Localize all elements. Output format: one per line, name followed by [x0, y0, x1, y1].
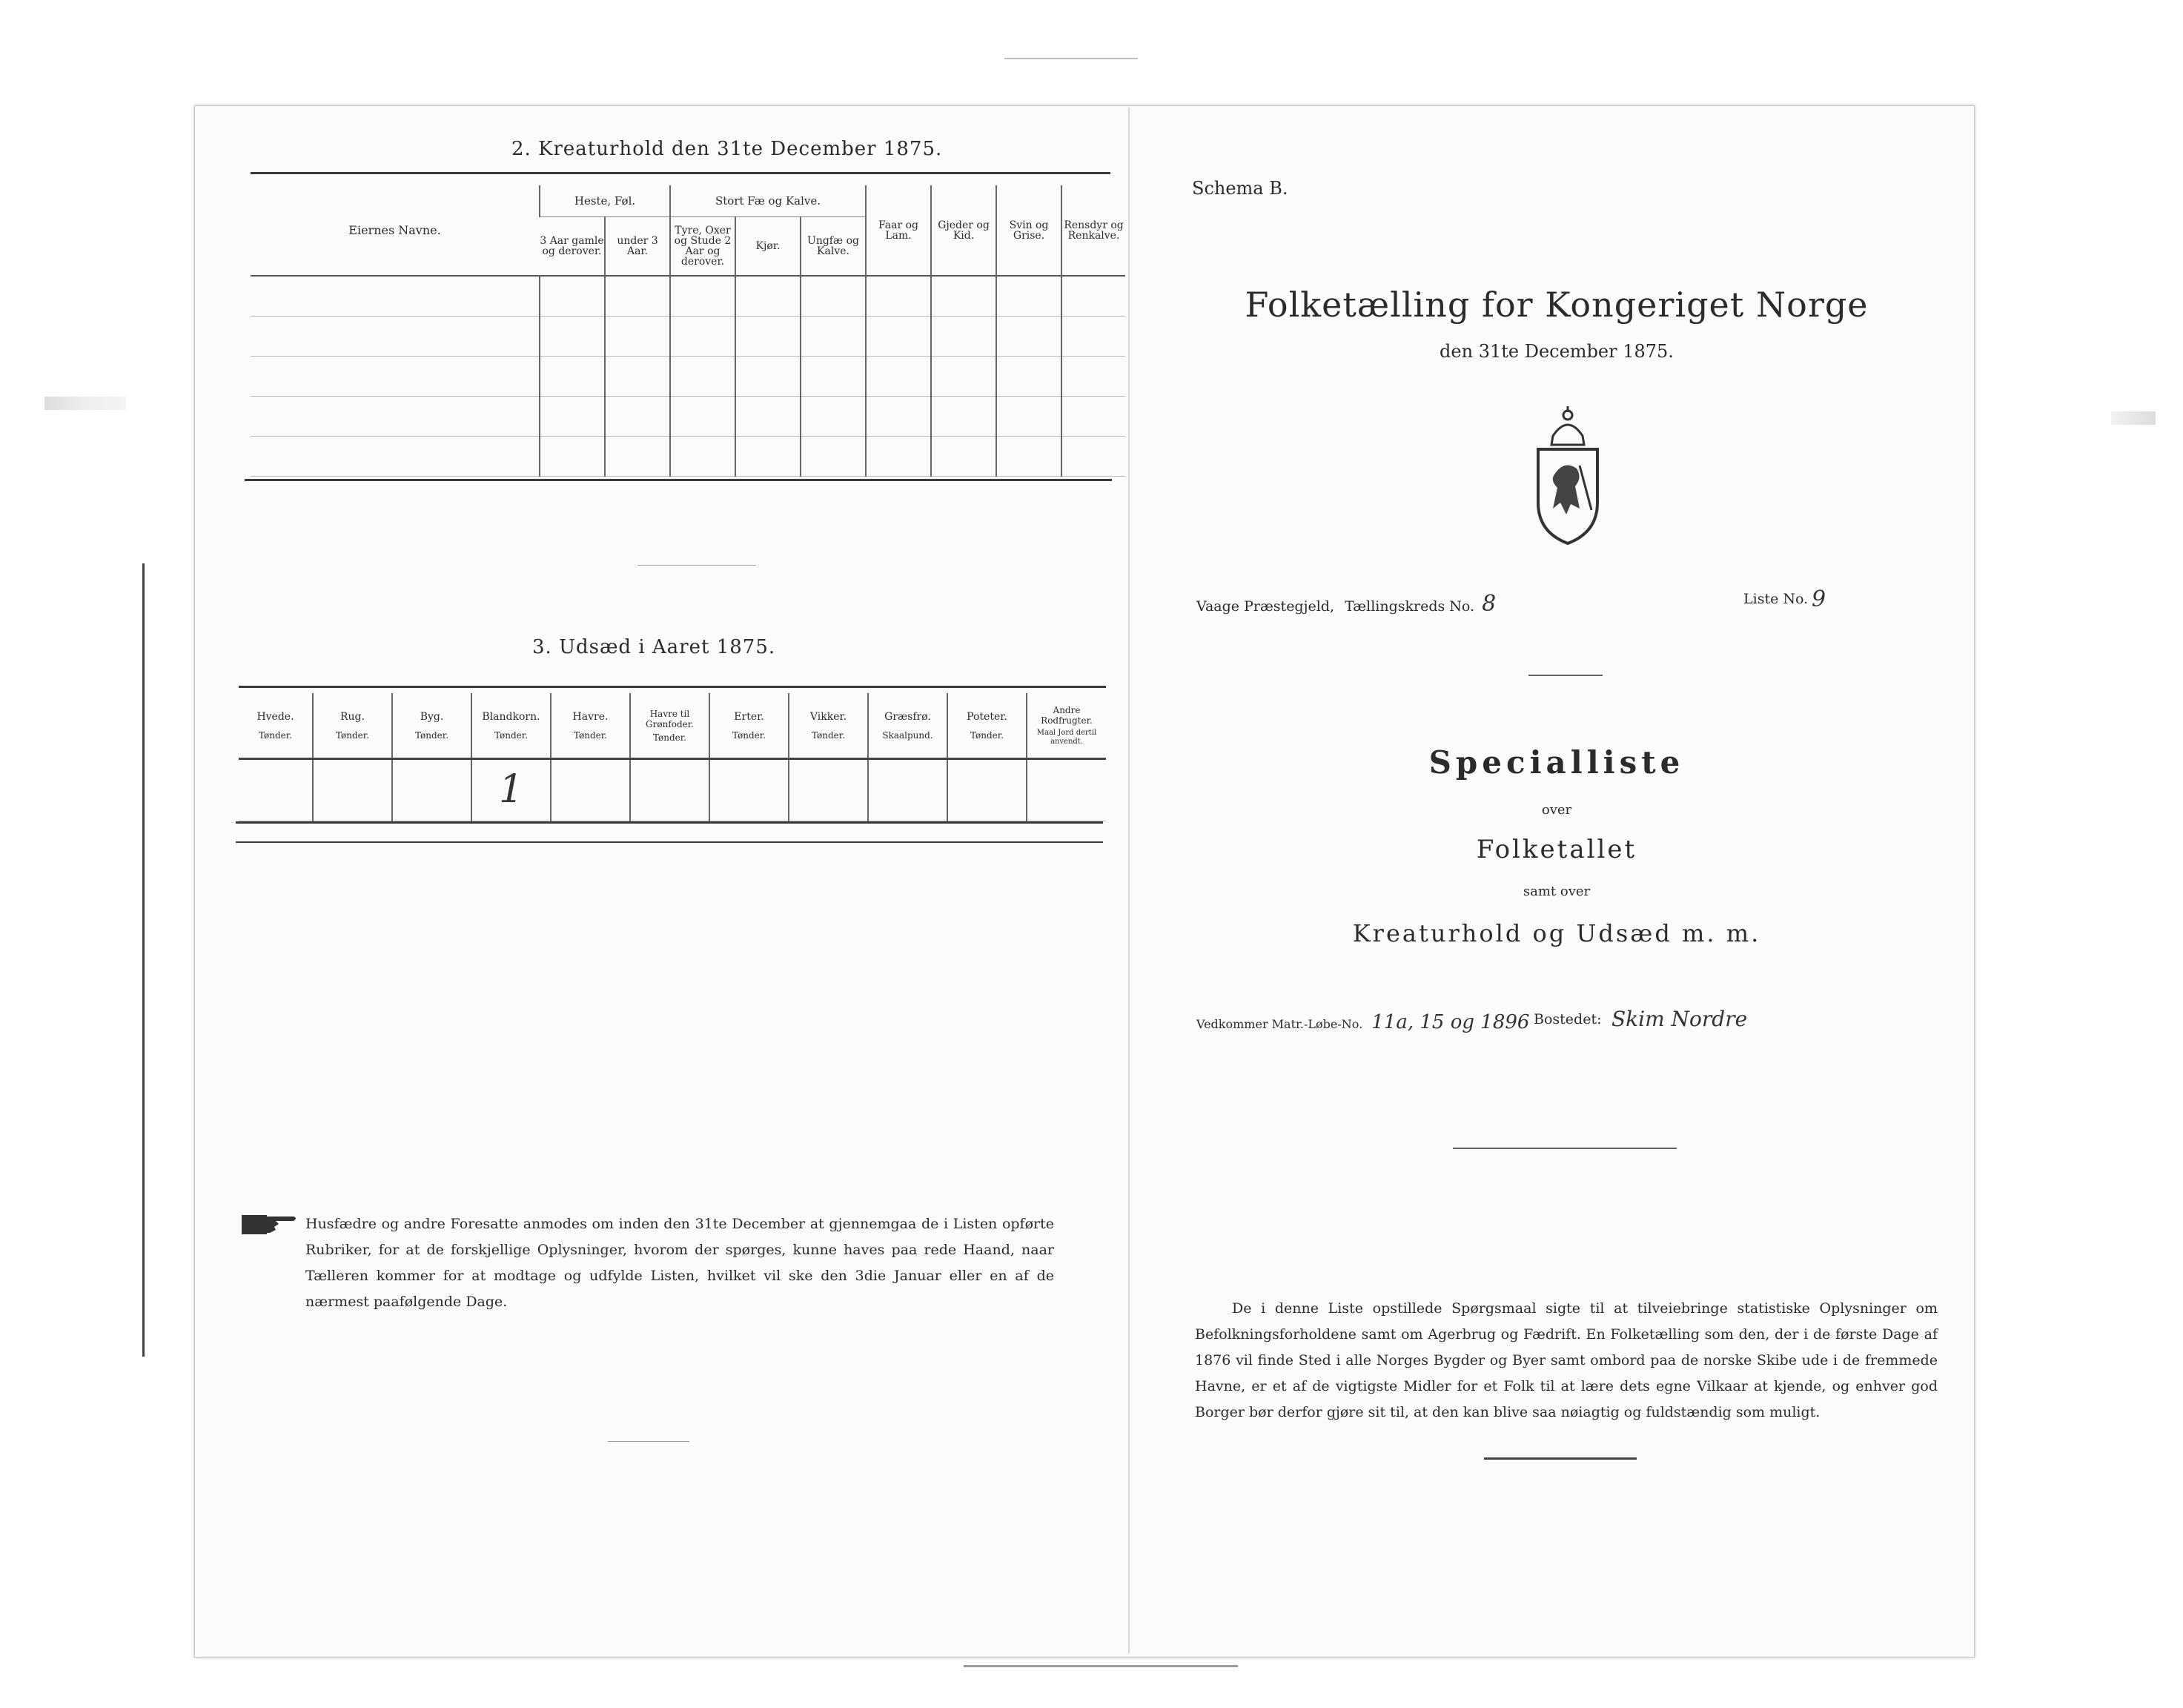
horses-3yr-header: 3 Aar gamle og derover. [540, 216, 605, 276]
rye-header [313, 693, 392, 758]
kreaturhold-heading: Kreaturhold og Udsæd m. m. [1352, 919, 1761, 947]
coat-of-arms-icon [1531, 406, 1605, 547]
young-cattle-header: Ungfæ og Kalve. [801, 216, 866, 276]
property-row [1196, 1007, 1901, 1063]
col-name: Vikker. [809, 710, 847, 723]
col-unit: Tønder. [732, 729, 766, 741]
col-unit: Maal Jord dertil anvendt. [1036, 728, 1097, 746]
reindeer-header: Rensdyr og Renkalve. [1061, 185, 1125, 276]
scan-edge-mark-left [44, 397, 126, 410]
census-date: den 31te December 1875. [1440, 341, 1674, 362]
goats-header: Gjeder og Kid. [931, 185, 996, 276]
schema-label: Schema B. [1192, 178, 1288, 199]
samt-over-text: samt over [1523, 884, 1591, 899]
section3-top-rule [239, 686, 1106, 688]
table-row [251, 276, 1125, 316]
cows-header: Kjør. [735, 216, 801, 276]
col-unit: Tønder. [335, 729, 370, 741]
section2-title: 2. Kreaturhold den 31te December 1875. [511, 138, 943, 160]
col-unit: Skaalpund. [882, 729, 933, 741]
section3-mid-rule [239, 758, 1106, 760]
col-name: Hvede. [256, 710, 294, 723]
col-unit: Tønder. [494, 729, 529, 741]
table-row [251, 436, 1125, 476]
table-row [251, 316, 1125, 356]
horses-group-header: Heste, Føl. [540, 185, 670, 216]
top-scribble [1004, 58, 1138, 59]
oats-header [551, 693, 630, 758]
page-fold [1128, 107, 1130, 1653]
liste-value: 9 [1812, 586, 1826, 612]
main-title: Folketælling for Kongeriget Norge [1245, 285, 1869, 325]
potatoes-header [947, 693, 1027, 758]
prestegjeld-label: Vaage Præstegjeld, [1196, 598, 1335, 615]
divider-1 [1528, 675, 1603, 676]
section3-bottom-rule [236, 821, 1103, 824]
kreds-value: 8 [1482, 591, 1497, 617]
sheep-header: Faar og Lam. [866, 185, 931, 276]
divider-3 [1484, 1457, 1637, 1460]
col-name: Andre Rodfrugter. [1041, 704, 1093, 726]
over-text-1: over [1541, 802, 1572, 818]
footer-rule-left [608, 1441, 689, 1442]
root-crops-header [1027, 693, 1106, 758]
specialliste-heading: Specialliste [1428, 744, 1685, 781]
divider-small [637, 565, 756, 566]
horses-under3-header: under 3 Aar. [605, 216, 670, 276]
col-name: Havre. [572, 710, 609, 723]
mixed-grain-entry: 1 [498, 767, 524, 812]
table-row [239, 758, 1106, 821]
col-name: Havre til Grønfoder. [646, 708, 694, 729]
green-oats-header [630, 693, 709, 758]
table-row [251, 356, 1125, 396]
col-unit: Tønder. [970, 729, 1004, 741]
sowing-table [239, 693, 1106, 821]
matr-value: 11a, 15 og 1896 [1371, 1011, 1530, 1033]
pigs-header: Svin og Grise. [996, 185, 1061, 276]
mixed-grain-header [471, 693, 551, 758]
liste-label: Liste No. [1743, 591, 1809, 607]
district-row [1196, 586, 1864, 620]
grass-seed-header [868, 693, 947, 758]
info-paragraph: De i denne Liste opstillede Spørgsmaal sigte til at tilveiebringe statistiske Oplysninger om Befolkningsforholdene samt om Agerbrug og Fædrift. En Folketælling som den, der i de første Dage af 1876 vil finde Sted i alle Norges Bygder og Byer samt ombord paa de norske Skibe ude i de fremmede Havne, er et af de vigtigste Midler for et Folk til at lære dets egne Vilkaar at kjende, og enhver god Borger bør derfor gjøre sit til, at den kan blive saa nøiagtig og fuldstændig som muligt. [1195, 1300, 1938, 1420]
bottom-scribble [964, 1665, 1238, 1667]
col-unit: Tønder. [573, 729, 608, 741]
col-name: Blandkorn. [482, 710, 540, 723]
col-unit: Tønder. [652, 732, 687, 743]
divider-2 [1453, 1148, 1677, 1149]
instruction-notice: Husfædre og andre Foresatte anmodes om inden den 31te December at gjennemgaa de i Listen opførte Rubriker, for at de forskjellige Oplysninger, hvorom der spørges, kunne haves paa rede Haand, naar Tælleren kommer for at modtage og udfylde Listen, hvilket vil ske den 3die Januar eller en af de nærmest paafølgende Dage. [305, 1216, 1054, 1310]
cattle-group-header: Stort Fæ og Kalve. [670, 185, 866, 216]
bulls-header: Tyre, Oxer og Stude 2 Aar og derover. [670, 216, 735, 276]
col-unit: Tønder. [258, 729, 293, 741]
scan-edge-line [142, 563, 145, 1357]
barley-header [392, 693, 471, 758]
col-name: Græsfrø. [884, 710, 931, 723]
peas-header [709, 693, 789, 758]
col-name: Byg. [420, 710, 444, 723]
owner-name-header: Eiernes Navne. [251, 185, 540, 276]
folketallet-heading: Folketallet [1476, 835, 1637, 864]
table-row [251, 396, 1125, 436]
scan-edge-mark-right [2111, 411, 2156, 425]
col-unit: Tønder. [811, 729, 846, 741]
matr-label: Vedkommer Matr.-Løbe-No. [1196, 1017, 1363, 1031]
vetch-header [789, 693, 868, 758]
kreds-label: Tællingskreds No. [1345, 598, 1475, 615]
section2-top-rule [251, 172, 1110, 174]
bosted-label: Bostedet: [1534, 1011, 1602, 1027]
pointing-hand-icon [240, 1211, 299, 1237]
section3-title: 3. Udsæd i Aaret 1875. [532, 636, 776, 658]
col-unit: Tønder. [414, 729, 449, 741]
col-name: Rug. [340, 710, 365, 723]
section3-bottom-rule2 [236, 841, 1103, 843]
section2-bottom-rule [245, 479, 1112, 481]
livestock-table [251, 185, 1125, 477]
col-name: Erter. [734, 710, 764, 723]
wheat-header [239, 693, 313, 758]
col-name: Poteter. [967, 710, 1007, 723]
bosted-value: Skim Nordre [1611, 1007, 1748, 1031]
